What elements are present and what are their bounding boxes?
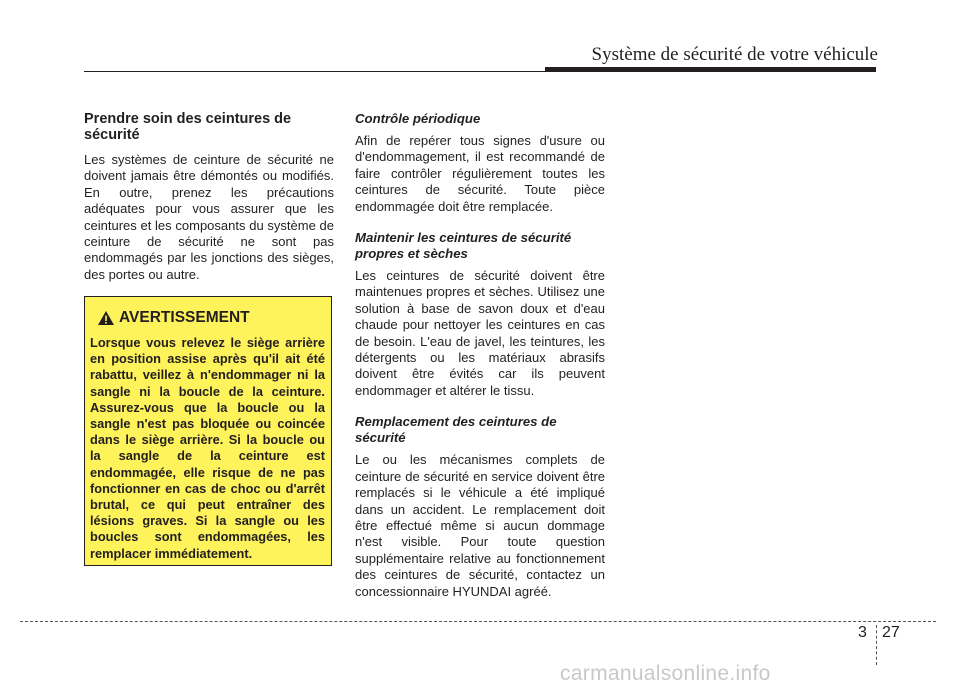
chapter-number: 3 <box>858 624 867 641</box>
middle-column <box>355 111 605 600</box>
subsection-heading: Remplacement des ceintures de sécurité <box>355 414 557 446</box>
warning-header <box>97 309 250 327</box>
subsection-paragraph: Le ou les mécanismes complets de ceinture de sécurité en service doivent être remplacés si le véhicule a été impliqué dans un accident. Le remplacement doit être effectué même si aucun dommage n'est visible. Pour toute question supplémentaire relative au fonctionnement des ceintures de sécurité, contactez un concessionnaire HYUNDAI agréé. <box>355 452 605 599</box>
subsection-paragraph: Afin de repérer tous signes d'usure ou d'endommagement, il est recommandé de faire contrôler régulièrement toutes les ceintures de sécurité. Toute pièce endommagée doit être remplacée. <box>355 133 605 214</box>
warning-triangle-icon <box>97 310 115 326</box>
subsection-paragraph: Les ceintures de sécurité doivent être maintenues propres et sèches. Utilisez une solution à base de savon doux et d'eau chaude pour nettoyer les ceintures en cas de besoin. L'eau de javel, les teintures, les détergents ou les matériaux abrasifs doivent être évités car ils peuvent endommager et altérer le tissu. <box>355 268 605 398</box>
left-column <box>84 111 334 283</box>
subsection-heading: Contrôle périodique <box>355 111 481 126</box>
warning-title: AVERTISSEMENT <box>119 309 250 326</box>
section-paragraph: Les systèmes de ceinture de sécurité ne doivent jamais être démontés ou modifiés. En outre, prenez les précautions adéquates pour vous assurer que les ceintures et les composants du système de ceinture de sécurité ne sont pas endommagés par les jonctions des sièges, des portes ou autre. <box>84 152 334 282</box>
page-number: 27 <box>882 624 900 641</box>
header-rule-accent <box>545 67 876 72</box>
page-number-separator <box>876 625 877 665</box>
warning-text: Lorsque vous relevez le siège arrière en position assise après qu'il ait été rabattu, veillez à n'endommager ni la sangle ni la boucle de la ceinture. Assurez-vous que la boucle ou la sangle n'est pas bloquée ou coincée dans le siège arrière. Si la boucle ou la sangle de la ceinture est endommagée, elle risque de ne pas fonctionner en cas de choc ou d'arrêt brutal, ce qui peut entraîner des lésions graves. Si la sangle ou les boucles sont endommagées, les remplacer immédiatement. <box>90 335 325 561</box>
subsection-heading: Maintenir les ceintures de sécurité propres et sèches <box>355 230 572 262</box>
warning-box <box>84 296 332 566</box>
footer-rule <box>20 621 936 622</box>
watermark-text: carmanualsonline.info <box>560 662 771 685</box>
page-header-title: Système de sécurité de votre véhicule <box>591 44 878 65</box>
section-heading: Prendre soin des ceintures de sécurité <box>84 111 292 143</box>
